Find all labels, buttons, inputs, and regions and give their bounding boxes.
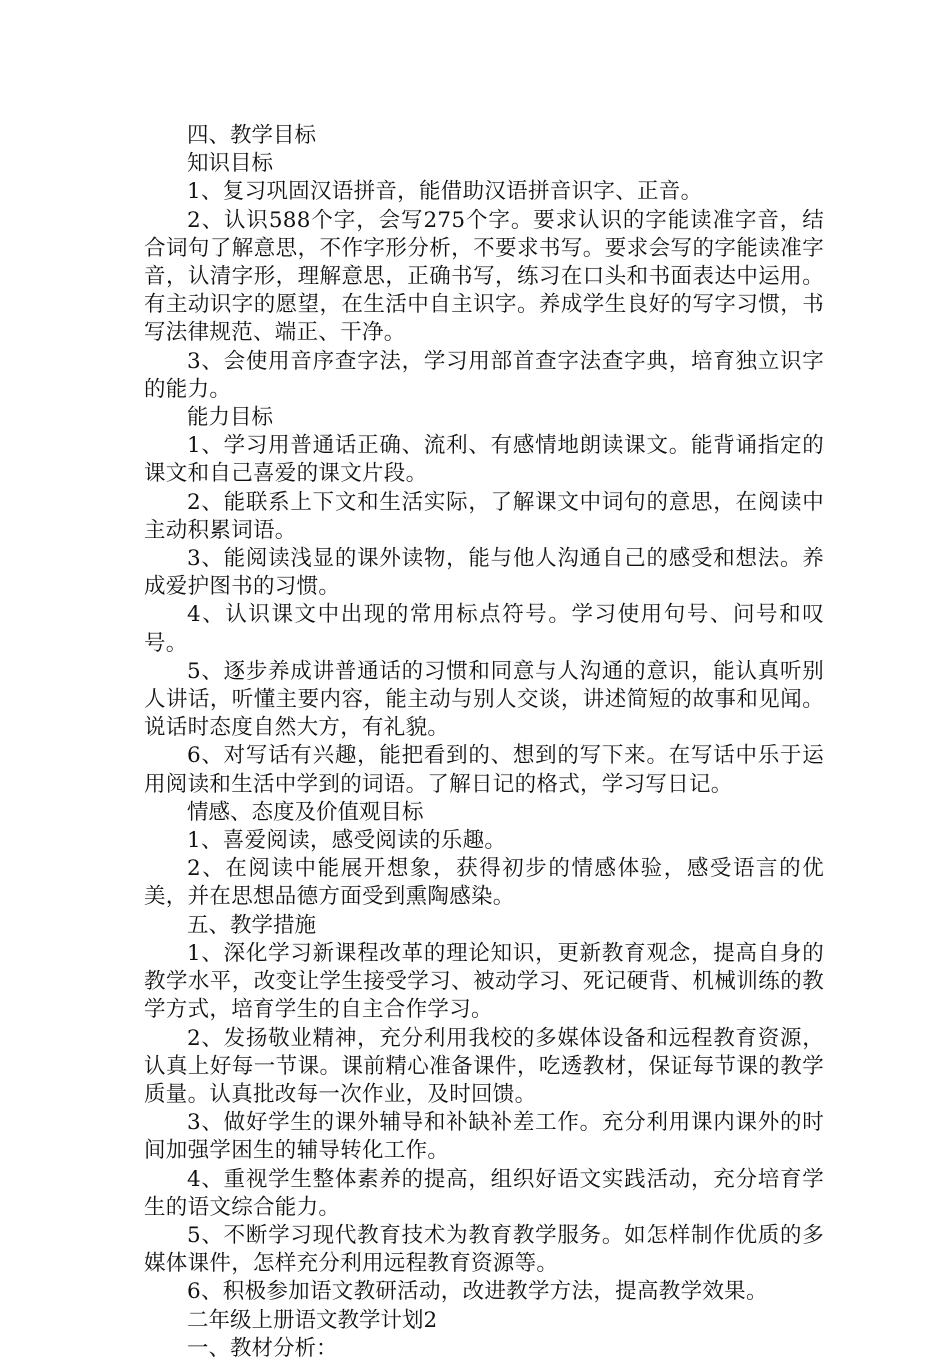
subheading-ability-goals: 能力目标 [187,405,274,431]
paragraph: 2、发扬敬业精神，充分利用我校的多媒体设备和远程教育资源，认真上好每一节课。课前精心准备课件，吃透教材，保证每节课的教学质量。认真批改每一次作业，及时回馈。 [144,1025,824,1107]
document-title-plan-2: 二年级上册语文教学计划2 [187,1307,438,1333]
paragraph: 4、认识课文中出现的常用标点符号。学习使用句号、问号和叹号。 [144,602,824,656]
section-heading-teaching-goals: 四、教学目标 [187,123,317,148]
document-body [144,122,824,1363]
section-heading-textbook-analysis: 一、教材分析： [187,1335,338,1361]
paragraph: 6、对写话有兴趣，能把看到的、想到的写下来。在写话中乐于运用阅读和生活中学到的词语。了解日记的格式，学习写日记。 [144,743,824,797]
paragraph: 3、能阅读浅显的课外读物，能与他人沟通自己的感受和想法。养成爱护图书的习惯。 [144,546,824,600]
paragraph: 1、喜爱阅读，感受阅读的乐趣。 [187,828,507,854]
paragraph: 1、复习巩固汉语拼音，能借助汉语拼音识字、正音。 [187,179,703,205]
paragraph: 6、积极参加语文教研活动，改进教学方法，提高教学效果。 [187,1279,768,1305]
paragraph: 2、能联系上下文和生活实际，了解课文中词句的意思，在阅读中主动积累词语。 [144,489,824,543]
subheading-knowledge-goals: 知识目标 [187,151,274,177]
subheading-emotion-goals: 情感、态度及价值观目标 [187,799,424,825]
paragraph: 1、深化学习新课程改革的理论知识，更新教育观念，提高自身的教学水平，改变让学生接受学习、被动学习、死记硬背、机械训练的教学方式，培育学生的自主合作学习。 [144,940,824,1023]
paragraph: 2、在阅读中能展开想象，获得初步的情感体验，感受语言的优美，并在思想品德方面受到熏陶感染。 [144,856,824,910]
section-heading-teaching-measures: 五、教学措施 [187,912,317,938]
paragraph: 4、重视学生整体素养的提高，组织好语文实践活动，充分培育学生的语文综合能力。 [144,1166,824,1220]
paragraph: 2、认识588个字，会写275个字。要求认识的字能读准字音，结合词句了解意思，不作字形分析，不要求书写。要求会写的字能读准字音，认清字形，理解意思，正确书写，练习在口头和书面表达中运用。有主动识字的愿望，在生活中自主识字。养成学生良好的写字习惯，书写法律规范、端正、干净。 [144,207,824,346]
paragraph: 1、学习用普通话正确、流利、有感情地朗读课文。能背诵指定的课文和自己喜爱的课文片段。 [144,433,824,487]
paragraph: 5、逐步养成讲普通话的习惯和同意与人沟通的意识，能认真听别人讲话，听懂主要内容，能主动与别人交谈，讲述简短的故事和见闻。说话时态度自然大方，有礼貌。 [144,658,824,741]
paragraph: 5、不断学习现代教育技术为教育教学服务。如怎样制作优质的多媒体课件，怎样充分利用远程教育资源等。 [144,1222,824,1277]
paragraph: 3、会使用音序查字法，学习用部首查字法查字典，培育独立识字的能力。 [144,348,824,402]
paragraph: 3、做好学生的课外辅导和补缺补差工作。充分利用课内课外的时间加强学困生的辅导转化工作。 [144,1110,824,1164]
